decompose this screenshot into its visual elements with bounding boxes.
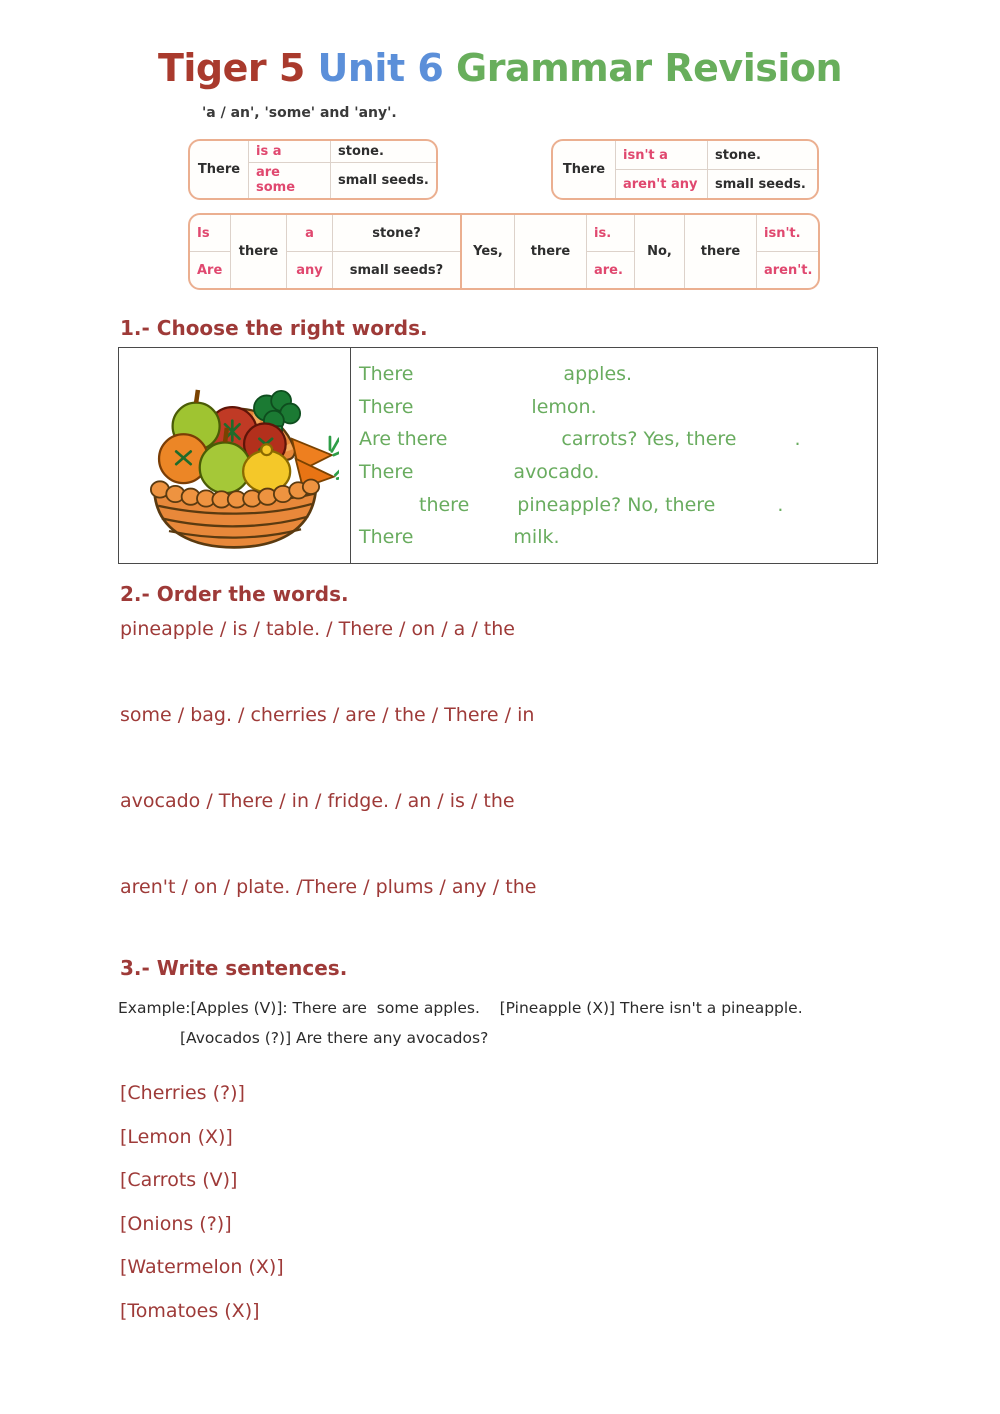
sentence-line [359, 456, 877, 489]
exercise2-answer-area[interactable] [120, 908, 870, 956]
exercise2-item: some / bag. / cherries / are / the / There / in [120, 704, 535, 726]
sentence-text: avocado. [513, 461, 600, 484]
exercise3-item: [Lemon (X)] [120, 1125, 233, 1148]
sentence-line [359, 488, 877, 521]
affirm-object-plural: small seeds. [330, 163, 436, 199]
exercise2-item: avocado / There / in / fridge. / an / is / the [120, 790, 515, 812]
answer-blank[interactable] [413, 524, 513, 550]
sentence-text: lemon. [531, 395, 597, 418]
q-there-cell: there [230, 215, 286, 288]
answer-blank[interactable] [413, 361, 563, 387]
grammar-table-question [188, 213, 820, 290]
exercise2-item: aren't / on / plate. /There / plums / any / the [120, 876, 537, 898]
q-aux-is: Is [190, 215, 230, 252]
sentence-text: There [359, 363, 414, 386]
sentence-text: There [359, 461, 414, 484]
answer-no-there-cell: there [684, 215, 756, 288]
sentence-text: pineapple? No, there [517, 493, 716, 516]
page-title [0, 46, 1000, 90]
exercise1-box [118, 347, 878, 564]
sentence-text: apples. [563, 363, 633, 386]
exercise3-item: [Tomatoes (X)] [120, 1299, 260, 1322]
sentence-text: there [419, 493, 470, 516]
exercise3-item: [Carrots (V)] [120, 1169, 238, 1191]
neg-verb-plural: aren't any [615, 170, 707, 198]
exercise3-item: [Onions (?)] [120, 1212, 232, 1235]
neg-verb-singular: isn't a [615, 141, 707, 170]
answer-no-cell: No, [634, 215, 684, 288]
answer-blank[interactable] [447, 426, 561, 452]
neg-object-plural: small seeds. [707, 170, 817, 198]
exercise2-answer-area[interactable] [120, 650, 870, 698]
sentence-text: milk. [513, 526, 560, 549]
neg-there-cell: There [562, 162, 606, 177]
q-object-singular: stone? [332, 215, 460, 252]
answer-yes-are: are. [586, 252, 634, 288]
sentence-text: There [359, 526, 414, 549]
affirm-verb-plural: are some [248, 163, 330, 199]
sentence-line [359, 391, 877, 424]
answer-blank[interactable] [359, 492, 419, 518]
answer-yes-there-cell: there [514, 215, 586, 288]
title-part-tiger: Tiger 5 [157, 46, 318, 90]
grammar-table-affirmative [188, 139, 438, 200]
exercise2-item: pineapple / is / table. / There / on / a / the [120, 618, 515, 640]
sentence-text: . [777, 493, 784, 516]
sentence-text: There [359, 395, 414, 418]
sentence-line [359, 358, 877, 391]
answer-blank[interactable] [469, 492, 517, 518]
affirm-verb-singular: is a [248, 141, 330, 163]
answer-blank[interactable] [736, 426, 794, 452]
answer-yes-is: is. [586, 215, 634, 252]
grammar-topic-subtitle: 'a / an', 'some' and 'any'. [202, 105, 397, 121]
q-det-any: any [286, 252, 332, 288]
sentence-text: carrots? Yes, there [561, 428, 737, 451]
answer-no-isnt: isn't. [756, 215, 819, 252]
exercise3-items [120, 1072, 284, 1333]
exercise1-sentences [351, 348, 877, 563]
exercise2-answer-area[interactable] [120, 736, 870, 784]
neg-object-singular: stone. [707, 141, 817, 170]
q-aux-are: Are [197, 262, 223, 278]
answer-blank[interactable] [413, 394, 531, 420]
exercise3-item: [Watermelon (X)] [120, 1256, 284, 1278]
exercise3-heading: 3.- Write sentences. [120, 956, 348, 980]
sentence-line [359, 423, 877, 456]
exercise3-example-line1: Example:[Apples (V)]: There are some apples. [Pineapple (X)] There isn't a pineapple. [118, 999, 803, 1017]
affirm-object-singular: stone. [330, 141, 436, 163]
sentence-text: . [794, 428, 801, 451]
exercise3-example-line2: [Avocados (?)] Are there any avocados? [180, 1029, 489, 1047]
fruit-basket-illustration [131, 358, 339, 554]
sentence-text: Are there [359, 428, 448, 451]
answer-yes-cell: Yes, [460, 215, 514, 288]
title-part-grammar: Grammar Revision [456, 46, 843, 90]
answer-blank[interactable] [715, 492, 777, 518]
exercise1-heading: 1.- Choose the right words. [120, 316, 428, 340]
affirm-there-cell: There [197, 162, 241, 177]
answer-no-arent: aren't. [756, 252, 819, 288]
exercise3-item: [Cherries (?)] [120, 1082, 245, 1104]
q-object-plural: small seeds? [332, 252, 460, 288]
exercise2-heading: 2.- Order the words. [120, 582, 349, 606]
fruit-basket-image [119, 348, 351, 563]
sentence-line [359, 521, 877, 554]
q-det-a: a [286, 215, 332, 252]
title-part-unit: Unit 6 [317, 46, 457, 90]
grammar-table-negative [551, 139, 819, 200]
exercise2-answer-area[interactable] [120, 822, 870, 870]
answer-blank[interactable] [413, 459, 513, 485]
